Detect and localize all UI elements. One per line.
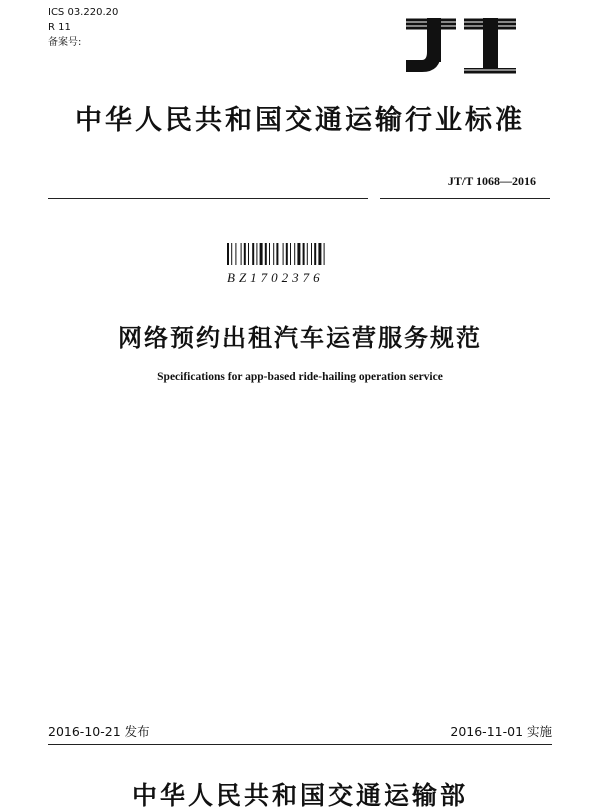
standard-category-title: 中华人民共和国交通运输行业标准	[75, 105, 525, 136]
implementation-date: 2016-11-01 实施	[450, 724, 552, 739]
issuing-authority: 中华人民共和国交通运输部	[131, 781, 468, 810]
barcode	[226, 243, 336, 267]
barcode-number: BZ1702376	[227, 270, 324, 285]
ics-code: ICS 03.220.20	[48, 7, 119, 18]
header-divider-right	[380, 198, 550, 199]
filing-number-label: 备案号:	[48, 37, 82, 48]
header-divider	[48, 198, 368, 199]
document-title-en: Specifications for app-based ride-hailing operation service	[157, 371, 443, 383]
footer-divider	[48, 744, 552, 745]
issue-date: 2016-10-21 发布	[48, 724, 150, 739]
document-title-cn: 网络预约出租汽车运营服务规范	[118, 324, 482, 352]
standard-number: JT/T 1068—2016	[447, 174, 536, 188]
ccs-code: R 11	[48, 22, 71, 33]
jt-logo	[400, 12, 522, 76]
